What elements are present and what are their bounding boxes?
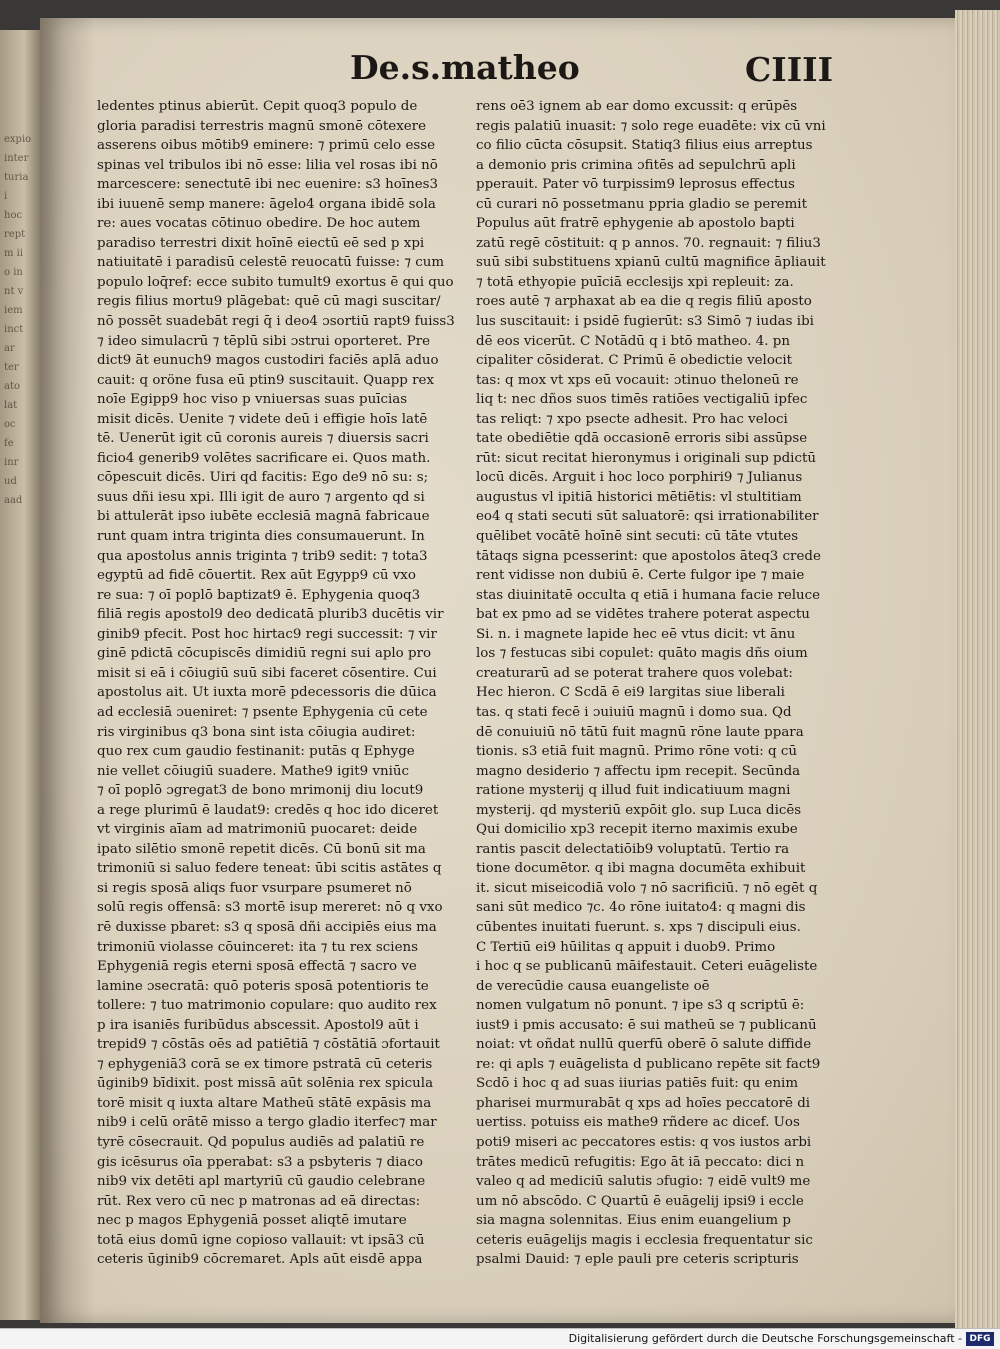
text-line: ūginib9 bīdixit. post missā aūt solēnia rex spicula — [97, 1076, 434, 1092]
margin-fragment: aad — [4, 495, 23, 506]
text-line: gis icēsurus oīa pperabat: s3 a psbyteris ⁊ diaco — [97, 1154, 423, 1170]
text-line: trepid9 ⁊ cōstās oēs ad patiētiā ⁊ cōstātiā ɔfortauit — [97, 1037, 440, 1053]
margin-fragment: fe — [4, 438, 14, 449]
footer-bar — [0, 1328, 1000, 1349]
text-line: totā eius domū igne copioso vallauit: vt ipsā3 cū — [97, 1232, 425, 1248]
text-line: ibi iuuenē semp manere: āgelo4 organa ibidē sola — [97, 196, 436, 212]
text-line: ledentes ptinus abierūt. Cepit quoq3 populo de — [97, 99, 418, 114]
text-line: tionis. s3 etiā fuit magnū. Primo rōne voti: q cū — [476, 744, 797, 760]
text-line: ceteris ūginib9 cōcremaret. Apls aūt eisdē appa — [97, 1252, 423, 1268]
text-line: psalmi Dauid: ⁊ eple pauli pre ceteris scripturis — [476, 1252, 799, 1268]
text-column-right — [476, 97, 828, 1268]
text-line: trātes medicū refugitis: Ego āt iā peccato: dici n — [476, 1154, 805, 1170]
text-line: tyrē cōsecrauit. Qd populus audiēs ad palatiū re — [97, 1134, 425, 1150]
text-line: lus suscitauit: i psidē fugierūt: s3 Simō ⁊ iudas ibi — [476, 314, 814, 330]
text-line: i hoc q se publicanū māifestauit. Ceteri euāgeliste — [476, 959, 818, 975]
text-line: rantis pascit delectatiōib9 voluptatū. Tertio ra — [476, 841, 790, 857]
text-line: cōpescuit dicēs. Uiri qd facitis: Ego de9 nō su: s; — [97, 470, 429, 486]
text-line: a rege plurimū ē laudat9: credēs q hoc ido diceret — [97, 802, 439, 818]
text-line: regis filius mortu9 plāgebat: quē cū magi suscitar/ — [97, 294, 441, 310]
text-line: liq t: nec dños suos timēs ratiōes vectigaliū ipfec — [476, 392, 808, 408]
text-line: roes autē ⁊ arphaxat ab ea die q regis filiū aposto — [476, 294, 812, 310]
text-line: natiuitatē i paradisū celestē reuocatū fuisse: ⁊ cum — [97, 255, 445, 271]
text-line: nomen vulgatum nō ponunt. ⁊ ipe s3 q scriptū ē: — [476, 998, 805, 1014]
text-line: sia magna solennitas. Eius enim euangelium p — [476, 1213, 791, 1229]
text-line: ad ecclesiā ɔueniret: ⁊ psente Ephygenia cū cete — [97, 704, 428, 720]
gutter-shadow — [40, 18, 95, 1323]
text-line: tollere: ⁊ tuo matrimonio copulare: quo audito rex — [97, 998, 437, 1014]
margin-fragment: ar — [4, 343, 15, 354]
text-line: eo4 q stati secuti sūt saluatorē: qsi irrationabiliter — [476, 509, 819, 525]
text-line: re sua: ⁊ oī poplō baptizat9 ē. Ephygenia quoq3 — [97, 587, 421, 603]
text-line: Scdō i hoc q ad suas iiurias patiēs fuit: qu enim — [476, 1076, 799, 1092]
text-line: filiā regis apostol9 deo dedicatā plurib3 ducētis vir — [97, 607, 444, 623]
text-line: nō possēt suadebāt regi q̄ i deo4 ɔsortiū rapt9 fuiss3 — [97, 314, 455, 330]
text-line: de verecūdie causa euangeliste oē — [476, 978, 710, 994]
text-line: tas reliqt: ⁊ xpo psecte adhesit. Pro hac veloci — [476, 411, 788, 427]
margin-fragment: m ii — [4, 248, 24, 259]
text-line: Hec hieron. C Scdā ē ei9 largitas siue liberali — [476, 685, 785, 701]
margin-fragment: ud — [4, 476, 17, 487]
text-line: um nō abscōdo. C Quartū ē euāgelij ipsi9 i eccle — [476, 1193, 804, 1209]
text-line: ⁊ ideo simulacrū ⁊ tēplū sibi ɔstrui oporteret. Pre — [97, 333, 431, 349]
text-line: tas. q stati fecē i ɔuiuiū magnū i domo sua. Qd — [476, 704, 792, 720]
text-line: pperauit. Pater vō turpissim9 leprosus effectus — [476, 177, 795, 193]
text-line: dē eos vicerūt. C Notādū q i btō matheo. 4. pn — [476, 333, 790, 349]
text-line: si regis sposā aliqs fuor vsurpare psumeret nō — [97, 880, 412, 896]
text-line: uertiss. potuiss eis mathe9 rñdere ac dicef. Uos — [476, 1115, 800, 1131]
text-line: tate obediētie qdā occasionē erroris sibi assūpse — [476, 431, 808, 447]
text-line: ginib9 pfecit. Post hoc hirtac9 regi successit: ⁊ vir — [97, 626, 437, 642]
text-line: nec p magos Ephygeniā posset aliqtē imutare — [97, 1213, 407, 1229]
text-line: Populus aūt fratrē ephygenie ab apostolo bapti — [476, 216, 795, 232]
text-line: solū regis offensā: s3 mortē isup mereret: nō q vxo — [97, 900, 443, 916]
left-page-edge — [0, 30, 40, 1320]
text-line: sani sūt medico ⁊c. 4o rōne iuitato4: q magni dis — [476, 900, 806, 916]
text-line: a demonio pris crimina ɔfitēs ad sepulchrū apli — [476, 157, 796, 173]
text-line: regis palatiū inuasit: ⁊ solo rege euadēte: vix cū vni — [476, 118, 826, 134]
text-line: Ephygeniā regis eterni sposā effectā ⁊ sacro ve — [97, 959, 417, 975]
text-line: paradiso terrestri dixit hoīnē eiectū eē sed p xpi — [97, 235, 425, 251]
text-line: nie vellet cōiugiū suadere. Mathe9 igit9 vniūc — [97, 763, 410, 779]
text-line: misit dicēs. Uenite ⁊ videte deū i effigie hoīs latē — [97, 411, 428, 427]
text-line: egyptū ad fidē cōuertit. Rex aūt Egypp9 cū vxo — [97, 568, 416, 584]
text-line: ris virginibus q3 bona sint ista cōiugia audiret: — [97, 724, 416, 740]
text-line: qua apostolus annis triginta ⁊ trib9 sedit: ⁊ tota3 — [97, 548, 428, 564]
text-line: rens oē3 ignem ab ear domo excussit: q erūpēs — [476, 99, 798, 114]
margin-fragment: oc — [4, 419, 16, 430]
text-line: cipaliter cōsiderat. C Primū ē obedictie velocit — [476, 353, 793, 369]
text-line: suū sibi substituens xpianū cultū magnifice āpliauit — [476, 255, 826, 271]
text-line: mysterij. qd mysteriū expōit glo. sup Luca dicēs — [476, 802, 802, 818]
text-line: rent vidisse non dubiū ē. Certe fulgor ipe ⁊ maie — [476, 568, 805, 584]
text-line: marcescere: senectutē ibi nec euenire: s3 hoīnes3 — [97, 177, 439, 193]
text-line: noiat: vt oñdat nullū querfū oberē ō salute diffide — [476, 1037, 812, 1053]
margin-fragment: ter — [4, 362, 19, 373]
text-line: apostolus ait. Ut iuxta morē pdecessoris die dūica — [97, 685, 437, 701]
text-line: populo loq̄ref: ecce subito tumult9 exortus ē qui quo — [97, 274, 454, 290]
margin-fragment: inter — [4, 153, 29, 164]
text-line: magno desiderio ⁊ affectu ipm recepit. Secūnda — [476, 763, 801, 779]
text-line: re: aues vocatas cōtinuo obedire. De hoc autem — [97, 216, 421, 232]
text-line: dē conuiuiū nō tātū fuit magnū rōne laute ppara — [476, 724, 804, 740]
text-line: dict9 āt eunuch9 magos custodiri faciēs aplā aduo — [97, 353, 439, 369]
margin-fragment: rept — [4, 229, 26, 240]
footer-credit: Digitalisierung gefördert durch die Deutsche Forschungsgemeinschaft - — [568, 1332, 962, 1345]
text-line: pharisei murmurabāt q xps ad hoīes peccatorē di — [476, 1095, 811, 1111]
text-line: rūt: sicut recitat hieronymus i originali sup pdictū — [476, 450, 816, 466]
margin-fragment: lat — [4, 400, 18, 411]
text-line: ratione mysterij q illud fuit indicatiuum magni — [476, 783, 791, 799]
text-line: rē duxisse pbaret: s3 q sposā dñi accipiēs eius ma — [97, 919, 437, 935]
text-line: ipato silētio smonē repetit dicēs. Cū bonū sit ma — [97, 841, 426, 857]
text-line: zatū regē cōstituit: q p annos. 70. regnauit: ⁊ filiu3 — [476, 235, 821, 251]
text-line: Qui domicilio xp3 recepit iterno maximis exube — [476, 822, 798, 838]
text-line: trimoniū si saluo federe teneat: ūbi scitis astātes q — [97, 861, 442, 877]
text-line: ceteris euāgelijs magis i ecclesia frequentatur sic — [476, 1232, 813, 1248]
text-line: ⁊ ephygeniā3 corā se ex timore pstratā cū ceteris — [97, 1056, 433, 1072]
text-line: tas: q mox vt xps eū vocauit: ɔtinuo theloneū re — [476, 372, 799, 388]
text-line: valeo q ad mediciū salutis ɔfugio: ⁊ eidē vult9 me — [476, 1174, 811, 1190]
text-line: quēlibet vocātē hoīnē sint secuti: cū tāte vtutes — [476, 529, 799, 545]
text-line: lamine ɔsecratā: quō poteris sposā potentioris te — [97, 978, 429, 994]
text-line: it. sicut miseicodiā volo ⁊ nō sacrificiū. ⁊ nō egēt q — [476, 880, 818, 896]
text-line: creaturarū ad se poterat trahere quos volebat: — [476, 665, 793, 681]
margin-fragment: inct — [4, 324, 24, 335]
folio-number: CIIII — [745, 50, 834, 89]
text-line: tione documētor. q ibi magna documēta exhibuit — [476, 861, 806, 877]
text-line: stas diuinitatē occulta q etiā i humana facie reluce — [476, 587, 821, 603]
text-line: quo rex cum gaudio festinanit: putās q Ephyge — [97, 744, 415, 760]
margin-fragment: iem — [4, 305, 23, 316]
text-line: rūt. Rex vero cū nec p matronas ad eā directas: — [97, 1193, 421, 1209]
text-line: re: qi apls ⁊ euāgelista d publicano repēte sit fact9 — [476, 1056, 821, 1072]
margin-fragment: inr — [4, 457, 19, 468]
text-line: asserens oibus mōtib9 eminere: ⁊ primū celo esse — [97, 138, 436, 154]
margin-fragment: nt v — [4, 286, 24, 297]
text-line: iust9 i pmis accusato: ē sui matheū se ⁊ publicanū — [476, 1017, 817, 1033]
text-line: cauit: q oröne fusa eū ptin9 suscitauit. Quapp rex — [97, 372, 435, 388]
text-line: cūbentes inuitati fuerunt. s. xps ⁊ discipuli eius. — [476, 919, 801, 935]
text-line: torē misit q iuxta altare Matheū stātē expāsis ma — [97, 1095, 432, 1111]
text-line: ⁊ oī poplō ɔgregat3 de bono mrimonij diu locut9 — [97, 783, 424, 799]
text-line: locū dicēs. Arguit i hoc loco porphiri9 ⁊ Julianus — [476, 470, 803, 486]
margin-fragment: expio — [4, 134, 32, 145]
text-line: tē. Uenerūt igit cū coronis aureis ⁊ diuersis sacri — [97, 431, 429, 447]
dfg-logo: DFG — [966, 1332, 994, 1346]
text-line: spinas vel tribulos ibi nō esse: lilia vel rosas ibi nō — [97, 157, 438, 173]
text-line: ginē pdictā cōcupiscēs dimidiū regni sui aplo pro — [97, 646, 432, 662]
text-line: Si. n. i magnete lapide hec eē vtus dicit: vt ānu — [476, 626, 796, 642]
left-page-margin-text — [4, 130, 34, 510]
margin-fragment: i — [4, 191, 8, 202]
margin-fragment: o in — [4, 267, 23, 278]
text-line: bat ex pmo ad se vidētes trahere poterat aspectu — [476, 607, 810, 623]
text-line: ⁊ totā ethyopie puīciā ecclesijs xpi repleuit: za. — [476, 274, 794, 290]
text-line: augustus vl ipitiā historici mētiētis: vl stultitiam — [476, 489, 802, 505]
text-line: los ⁊ festucas sibi copulet: quāto magis dñs oium — [476, 646, 808, 662]
text-line: noīe Egipp9 hoc viso p vniuersas suas puīcias — [97, 392, 408, 408]
text-line: runt quam intra triginta dies consumauerunt. In — [97, 529, 425, 545]
running-head: De.s.matheo — [350, 48, 580, 87]
margin-fragment: turia — [4, 172, 29, 183]
text-line: nib9 vix detēti apl martyriū cū gaudio celebrane — [97, 1174, 426, 1190]
text-line: p ira isaniēs furibūdus abscessit. Apostol9 aūt i — [97, 1017, 419, 1033]
text-line: ficio4 generib9 volētes sacrificare ei. Quos math. — [97, 450, 431, 466]
text-column-left — [97, 97, 475, 1268]
margin-fragment: hoc — [4, 210, 23, 221]
text-line: co filio cūcta cōsupsit. Statiq3 filius eius arreptus — [476, 138, 813, 154]
text-line: nib9 i celū orātē misso a tergo gladio iterfec⁊ mar — [97, 1115, 437, 1131]
text-line: poti9 miseri ac peccatores estis: q vos iustos arbi — [476, 1134, 812, 1150]
margin-fragment: ato — [4, 381, 21, 392]
text-line: vt virginis aīam ad matrimoniū puocaret: deide — [97, 822, 418, 838]
text-line: cū curari nō possetmanu ppria gladio se peremit — [476, 196, 807, 212]
fore-edge-pages — [955, 10, 1000, 1328]
text-line: bi attulerāt ipso iubēte ecclesiā magnā fabricaue — [97, 509, 430, 525]
text-line: suus dñi iesu xpi. Illi igit de auro ⁊ argento qd si — [97, 489, 425, 505]
text-line: misit si eā i cōiugiū suū sibi faceret cōsentire. Cui — [97, 665, 437, 681]
text-line: tātaqs signa pcesserint: que apostolos āteq3 crede — [476, 548, 821, 564]
text-line: gloria paradisi terrestris magnū smonē cōtexere — [97, 118, 427, 134]
text-line: trimoniū violasse cōuinceret: ita ⁊ tu rex sciens — [97, 939, 418, 955]
text-line: C Tertiū ei9 hūilitas q appuit i duob9. Primo — [476, 939, 776, 955]
